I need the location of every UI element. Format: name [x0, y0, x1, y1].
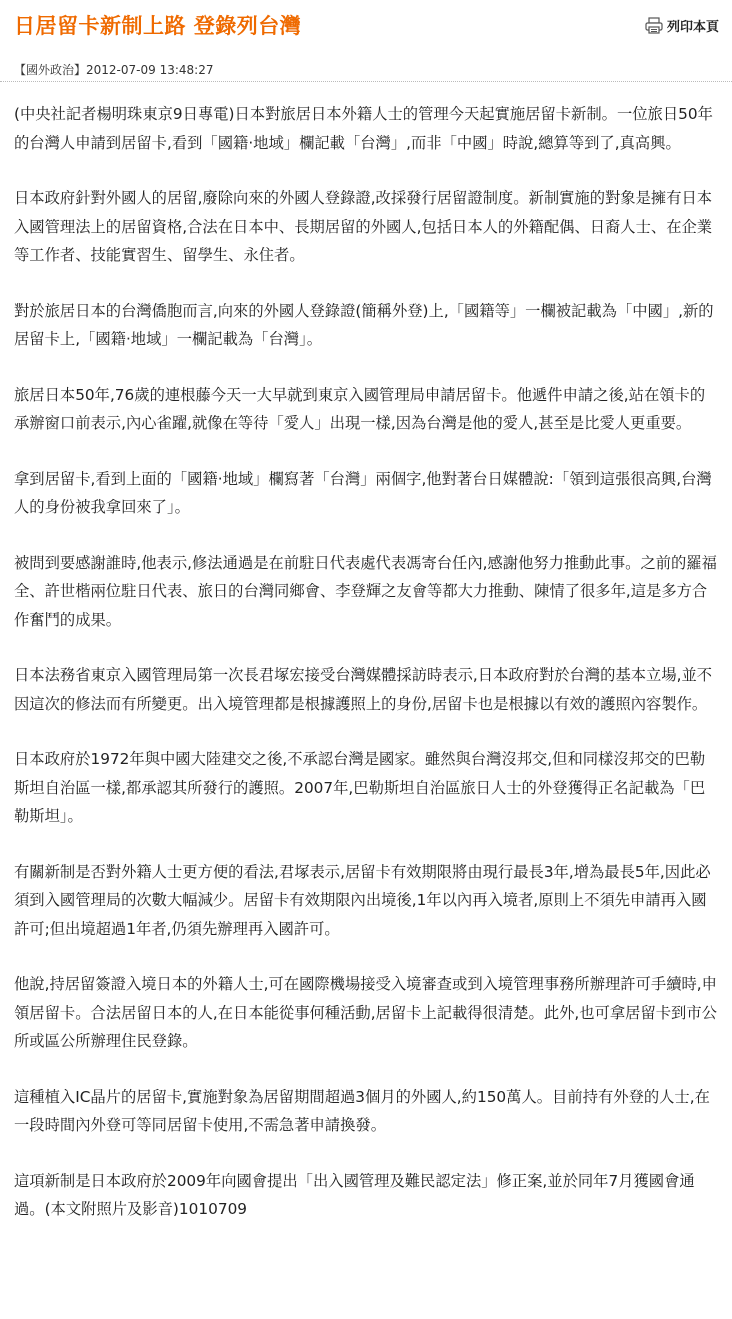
article-paragraph: (中央社記者楊明珠東京9日專電)日本對旅居日本外籍人士的管理今天起實施居留卡新制。一位旅日50年的台灣人申請到居留卡,看到「國籍·地域」欄記載「台灣」,而非「中國」時說,總算等到了,真高興。	[14, 105, 713, 152]
meta-line	[14, 61, 213, 78]
article-paragraph: 有關新制是否對外籍人士更方便的看法,君塚表示,居留卡有效期限將由現行最長3年,增為最長5年,因此必須到入國管理局的次數大幅減少。居留卡有效期限內出境後,1年以內再入境者,原則上不須先申請再入國許可;但出境超過1年者,仍須先辦理再入國許可。	[14, 862, 711, 938]
article-body	[14, 100, 720, 1251]
print-button[interactable]	[645, 16, 719, 35]
article-paragraph: 日本政府於1972年與中國大陸建交之後,不承認台灣是國家。雖然與台灣沒邦交,但和同樣沒邦交的巴勒斯坦自治區一樣,都承認其所發行的護照。2007年,巴勒斯坦自治區旅日人士的外登獲得正名記載為「巴勒斯坦」。	[14, 750, 706, 825]
print-label: 列印本頁	[666, 20, 719, 35]
article-paragraph: 旅居日本50年,76歲的連根藤今天一大早就到東京入國管理局申請居留卡。他遞件申請之後,站在領卡的承辦窗口前表示,內心雀躍,就像在等待「愛人」出現一樣,因為台灣是他的愛人,甚至是比愛人更重要。	[14, 385, 706, 432]
article-paragraph: 日本政府針對外國人的居留,廢除向來的外國人登錄證,改採發行居留證制度。新制實施的對象是擁有日本入國管理法上的居留資格,合法在日本中、長期居留的外國人,包括日本人的外籍配偶、日裔人士、在企業等工作者、技能實習生、留學生、永住者。	[14, 189, 713, 264]
article-header	[0, 0, 732, 52]
article-paragraph: 被問到要感謝誰時,他表示,修法通過是在前駐日代表處代表馮寄台任內,感謝他努力推動此事。之前的羅福全、許世楷兩位駐日代表、旅日的台灣同鄉會、李登輝之友會等都大力推動、陳情了很多年,這是多方合作奮鬥的成果。	[14, 553, 717, 629]
article-paragraph: 對於旅居日本的台灣僑胞而言,向來的外國人登錄證(簡稱外登)上,「國籍等」一欄被記載為「中國」,新的居留卡上,「國籍·地域」一欄記載為「台灣」。	[14, 301, 714, 348]
printer-icon	[645, 17, 663, 34]
article-meta	[0, 52, 732, 82]
article-paragraph: 日本法務省東京入國管理局第一次長君塚宏接受台灣媒體採訪時表示,日本政府對於台灣的基本立場,並不因這次的修法而有所變更。出入境管理都是根據護照上的身份,居留卡也是根據以有效的護照內容製作。	[14, 666, 713, 713]
timestamp: 2012-07-09 13:48:27	[86, 63, 214, 77]
category-label: 【國外政治】	[14, 63, 87, 77]
article-paragraph: 這種植入IC晶片的居留卡,實施對象為居留期間超過3個月的外國人,約150萬人。目前持有外登的人士,在一段時間內外登可等同居留卡使用,不需急著申請換發。	[14, 1087, 710, 1134]
article-title: 日居留卡新制上路 登錄列台灣	[14, 14, 302, 38]
article-paragraph: 他說,持居留簽證入境日本的外籍人士,可在國際機場接受入境審查或到入境管理事務所辦理許可手續時,申領居留卡。合法居留日本的人,在日本能從事何種活動,居留卡上記載得很清楚。此外,也可拿居留卡到市公所或區公所辦理住民登錄。	[14, 975, 717, 1050]
article-paragraph: 這項新制是日本政府於2009年向國會提出「出入國管理及難民認定法」修正案,並於同年7月獲國會通過。(本文附照片及影音)1010709	[14, 1171, 695, 1218]
article-paragraph: 拿到居留卡,看到上面的「國籍·地域」欄寫著「台灣」兩個字,他對著台日媒體說:「領到這張很高興,台灣人的身份被我拿回來了」。	[14, 469, 712, 516]
